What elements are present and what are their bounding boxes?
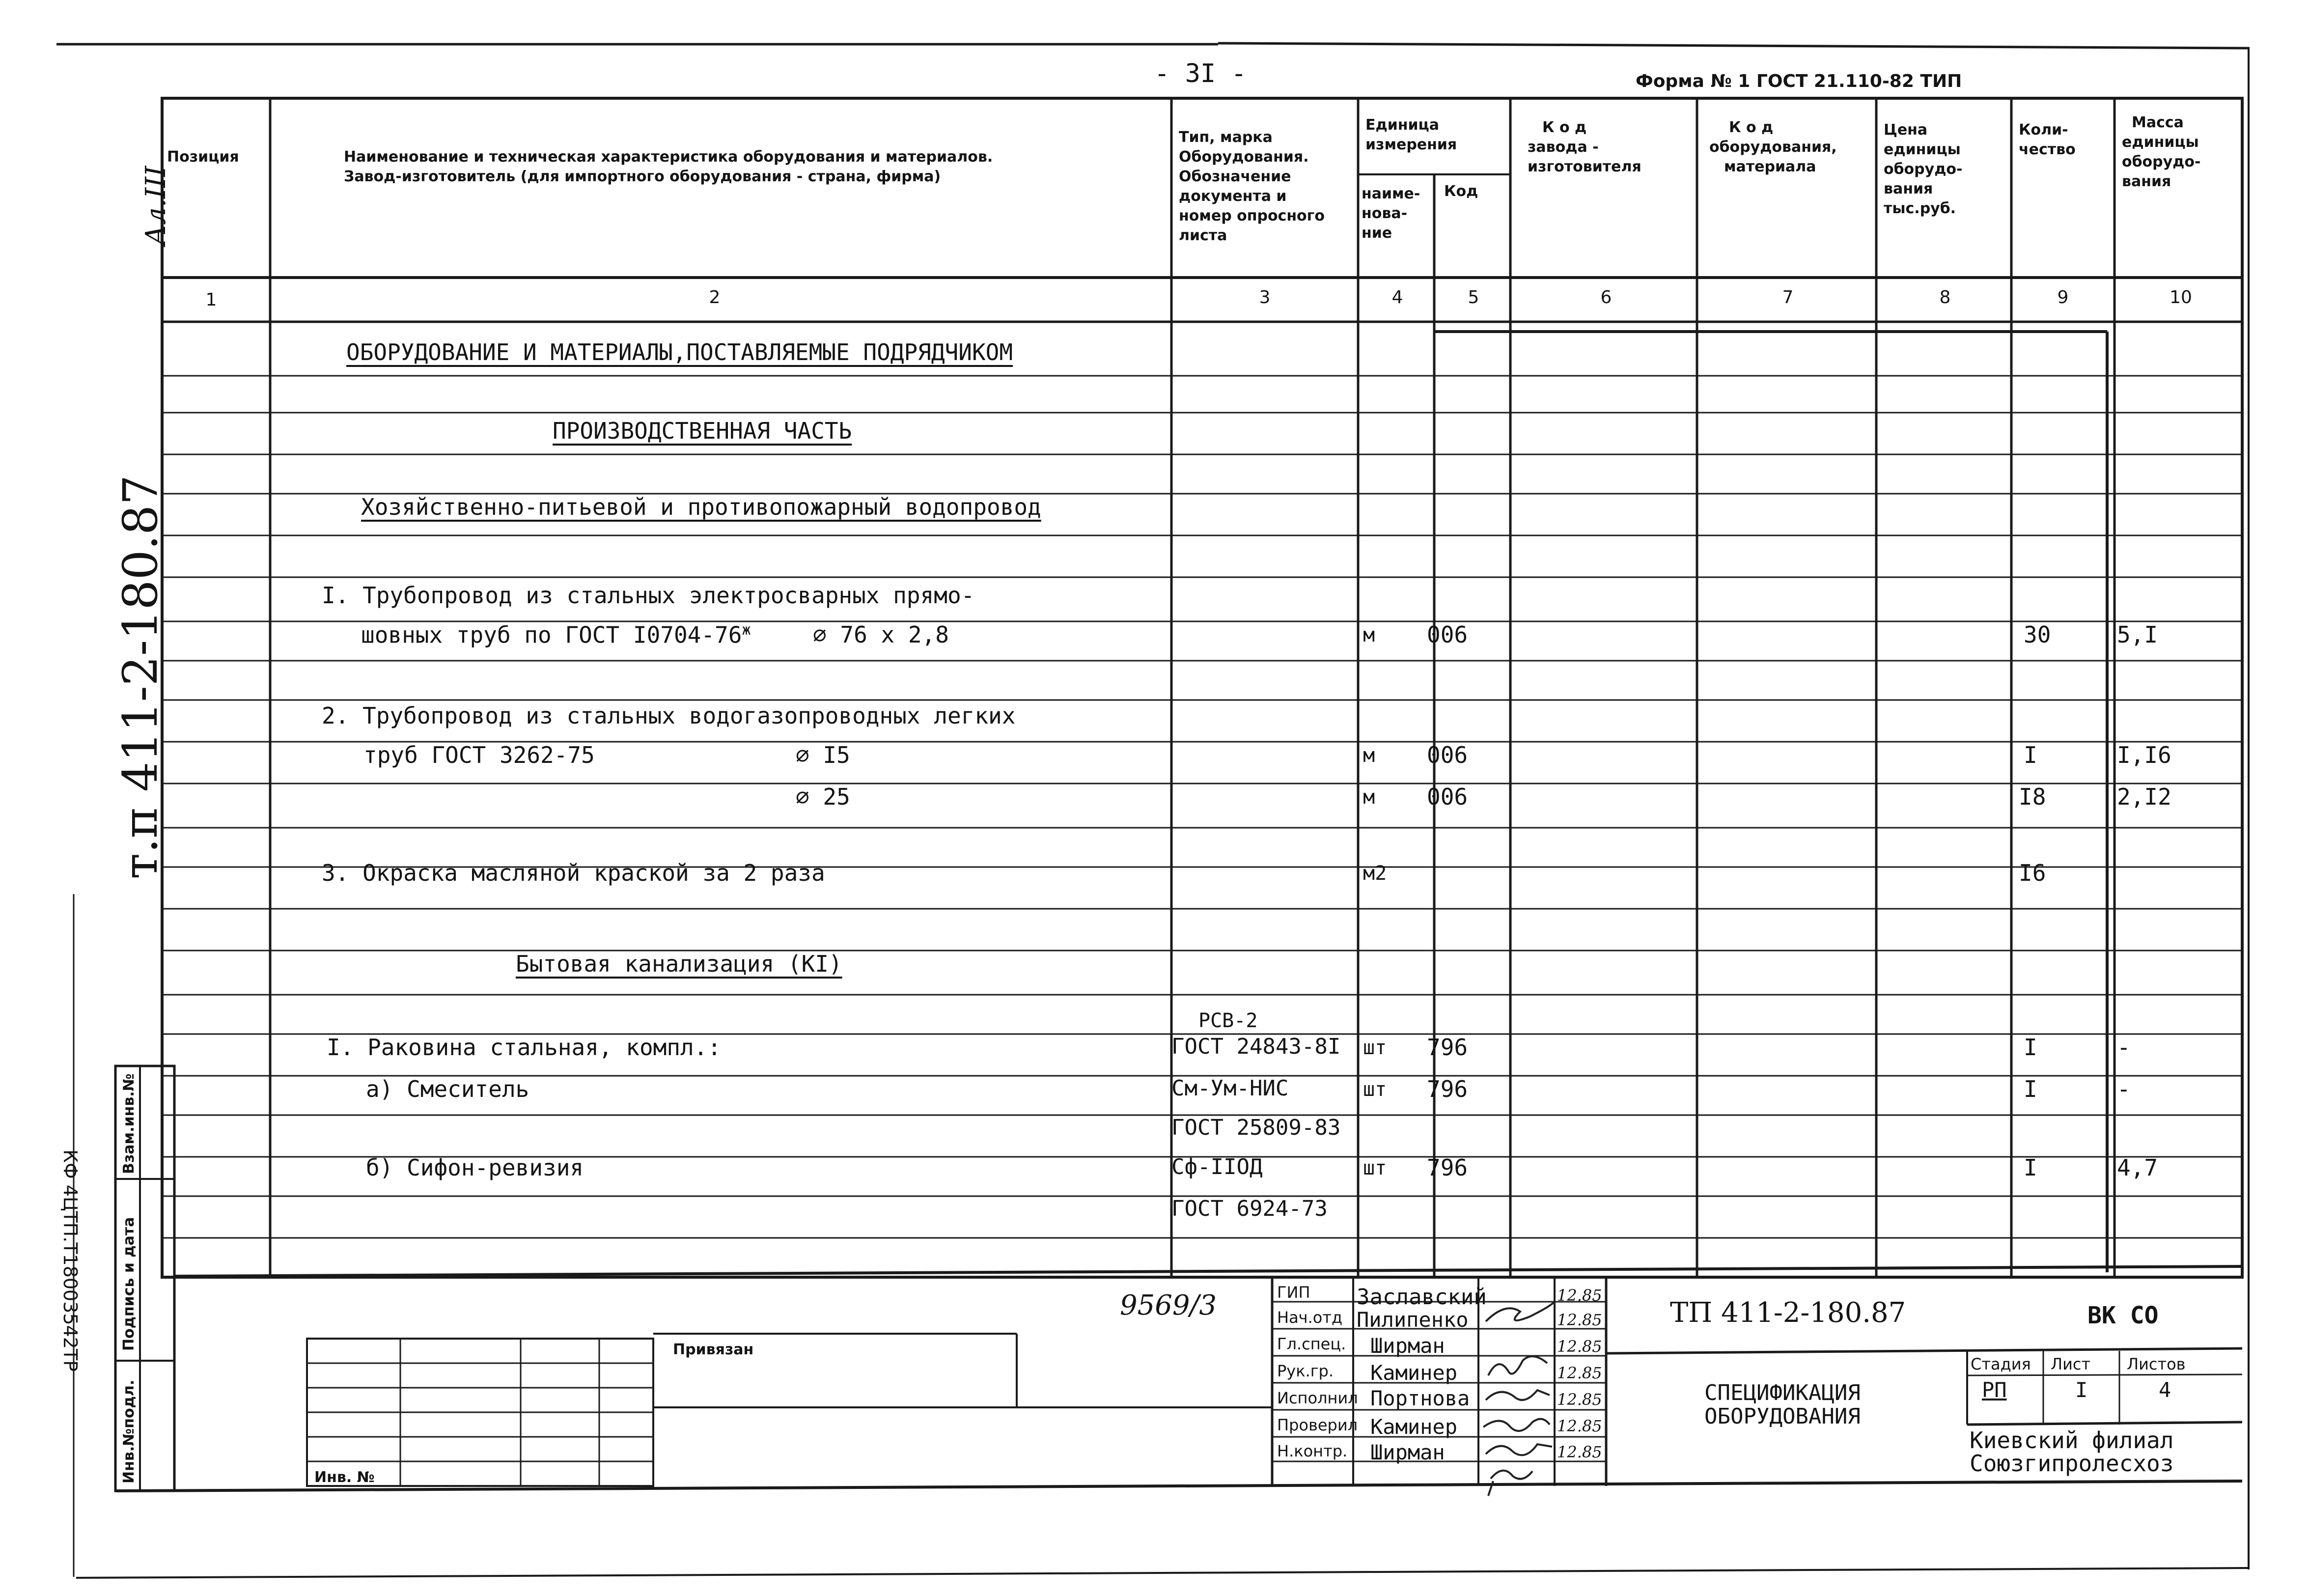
item4-mass: - <box>2117 1034 2131 1061</box>
item4a: а) Смеситель <box>366 1076 529 1102</box>
header-factory-code-l1: завода - <box>1528 139 1599 156</box>
item1-unit: м <box>1363 624 1375 646</box>
header-mass-l2: оборудо- <box>2122 153 2201 170</box>
item4-code: 796 <box>1427 1034 1468 1061</box>
header-equipment-code <box>1709 118 1837 177</box>
stamp-vzam-inv: Взам.инв.№ <box>120 1073 138 1174</box>
header-type-l5: листа <box>1179 227 1227 244</box>
item2-mass-a: I,I6 <box>2117 742 2171 768</box>
header-position: Позиция <box>167 148 239 166</box>
section-sewer: Бытовая канализация (КI) <box>516 951 842 977</box>
item2-qty-b: I8 <box>2019 784 2046 810</box>
header-mass-l3: вания <box>2122 173 2171 190</box>
date-ruk-gr: 12.85 <box>1557 1364 1602 1382</box>
header-type-l2: Обозначение <box>1179 168 1291 185</box>
form-label: Форма № 1 ГОСТ 21.110-82 ТИП <box>1636 71 1962 91</box>
item4a-unit: шт <box>1363 1078 1387 1101</box>
item4b: б) Сифон-ревизия <box>366 1154 584 1181</box>
item1-mass: 5,I <box>2117 621 2158 648</box>
margin-code: т.п 411-2-180.87 <box>113 475 168 879</box>
item2-code-b: 006 <box>1427 784 1468 810</box>
header-equipment-code-l2: материала <box>1724 158 1816 175</box>
signature-proveril <box>1486 1444 1552 1455</box>
name-gl-spec: Ширман <box>1370 1334 1445 1358</box>
date-ispolnil: 12.85 <box>1557 1390 1602 1409</box>
name-gip: Заславский <box>1357 1285 1487 1310</box>
header-quantity <box>2019 120 2076 160</box>
colnum-8: 8 <box>1939 287 1951 308</box>
organization-line1: Киевский филиал <box>1970 1427 2174 1454</box>
header-type-l1: Оборудования. <box>1179 148 1309 166</box>
item4-type: ГОСТ 24843-8I <box>1171 1034 1341 1059</box>
header-unit-name-l0: наиме- <box>1362 185 1420 202</box>
colnum-1: 1 <box>205 290 217 310</box>
stamp-podpis-data: Подпись и дата <box>120 1217 138 1351</box>
section-title-sub: ПРОИЗВОДСТВЕННАЯ ЧАСТЬ <box>553 418 852 444</box>
header-price-l0: Цена <box>1884 121 1928 139</box>
header-mass <box>2122 113 2201 192</box>
item2-line2: труб ГОСТ 3262-75 <box>363 742 595 768</box>
signature-gip <box>1486 1302 1555 1321</box>
date-gl-spec: 12.85 <box>1557 1337 1602 1356</box>
role-proveril: Проверил <box>1277 1416 1358 1434</box>
name-ispolnil: Портнова <box>1370 1386 1470 1410</box>
sheet-label: Лист <box>2051 1355 2091 1373</box>
header-type-l4: номер опросного <box>1179 207 1325 224</box>
section-water-supply: Хозяйственно-питьевой и противопожарный водопровод <box>361 494 1041 520</box>
sheet-value: I <box>2075 1378 2088 1402</box>
date-proveril: 12.85 <box>1557 1417 1602 1435</box>
header-factory-code-l2: изготовителя <box>1528 158 1641 175</box>
item4b-qty: I <box>2024 1154 2037 1181</box>
stage-label: Стадия <box>1971 1355 2031 1373</box>
document-code: ТП 411-2-180.87 <box>1670 1297 1906 1329</box>
header-equipment-code-l1: оборудования, <box>1709 139 1837 156</box>
header-name-line1: Наименование и техническая характеристика оборудования и материалов. <box>344 148 993 166</box>
item4b-code: 796 <box>1427 1154 1468 1181</box>
item2-qty-a: I <box>2024 742 2037 768</box>
header-unit-l1: измерения <box>1365 136 1457 153</box>
name-n-kontr: Ширман <box>1370 1440 1445 1464</box>
header-factory-code <box>1528 118 1641 177</box>
name-nach-otd: Пилипенко <box>1357 1308 1469 1332</box>
colnum-10: 10 <box>2170 287 2192 308</box>
colnum-3: 3 <box>1259 287 1271 308</box>
item4b-gost: ГОСТ 6924-73 <box>1171 1196 1328 1221</box>
item4b-mass: 4,7 <box>2117 1154 2158 1181</box>
item1-dim: ∅ 76 х 2,8 <box>813 621 949 648</box>
role-ruk-gr: Рук.гр. <box>1277 1362 1334 1380</box>
colnum-9: 9 <box>2057 287 2069 308</box>
role-gl-spec: Гл.спец. <box>1277 1335 1346 1353</box>
header-type <box>1179 128 1325 246</box>
role-n-kontr: Н.контр. <box>1277 1442 1348 1460</box>
document-title-line2: ОБОРУДОВАНИЯ <box>1704 1404 1861 1429</box>
header-type-l3: документа и <box>1179 188 1287 205</box>
role-gip: ГИП <box>1277 1283 1310 1302</box>
corner-mark: Ал.III <box>140 166 172 246</box>
signature-ruk-gr <box>1486 1390 1550 1400</box>
item2-unit-a: м <box>1363 744 1375 767</box>
item2-code-a: 006 <box>1427 742 1468 768</box>
header-unit-code: Код <box>1444 183 1478 200</box>
name-ruk-gr: Каминер <box>1370 1361 1458 1385</box>
header-price-l3: вания <box>1884 180 1933 197</box>
header-name <box>344 147 993 187</box>
date-n-kontr: 12.85 <box>1557 1443 1602 1461</box>
signature-gl-spec <box>1488 1356 1547 1375</box>
header-price-l1: единицы <box>1884 141 1961 158</box>
header-equipment-code-l0: К о д <box>1729 119 1774 136</box>
header-price-l4: тыс.руб. <box>1884 200 1956 217</box>
item4b-unit: шт <box>1363 1157 1387 1179</box>
item3-unit: м2 <box>1363 862 1387 885</box>
item4a-type: См-Ум-НИС <box>1171 1076 1289 1101</box>
header-unit-l0: Единица <box>1365 116 1439 134</box>
archive-number: 9569/3 <box>1120 1289 1217 1321</box>
item4b-type: Сф-IIОД <box>1171 1154 1263 1179</box>
inv-no-label: Инв. № <box>314 1469 375 1486</box>
side-code: КФ 4ЦТП.Т18003542ТР <box>59 1149 81 1372</box>
role-ispolnil: Исполнил <box>1277 1389 1358 1407</box>
header-price-l2: оборудо- <box>1884 161 1963 178</box>
privyazan-label: Привязан <box>673 1341 754 1358</box>
header-unit-name-l2: ние <box>1362 224 1392 242</box>
header-unit-name <box>1362 184 1420 243</box>
date-nach-otd: 12.85 <box>1557 1311 1602 1329</box>
item4: I. Раковина стальная, компл.: <box>327 1034 722 1061</box>
organization-line2: Союзгипролесхоз <box>1970 1450 2174 1477</box>
header-quantity-l1: чество <box>2019 141 2076 158</box>
colnum-5: 5 <box>1468 287 1479 308</box>
item1-line2 <box>361 621 751 648</box>
sheets-value: 4 <box>2159 1378 2171 1402</box>
item2-line1: 2. Трубопровод из стальных водогазопроводных легких <box>322 702 1016 729</box>
header-unit-name-l1: нова- <box>1362 205 1408 222</box>
header-name-line2: Завод-изготовитель (для импортного оборудования - страна, фирма) <box>344 168 941 185</box>
item1-star: ж <box>742 621 751 639</box>
item4-unit: шт <box>1363 1036 1387 1059</box>
item4a-code: 796 <box>1427 1076 1468 1102</box>
name-proveril: Каминер <box>1370 1415 1458 1439</box>
stamp-inv-podl: Инв.№подл. <box>120 1379 138 1484</box>
document-type: ВК СО <box>2087 1302 2159 1329</box>
signature-ispolnil <box>1483 1419 1550 1431</box>
item4a-mass: - <box>2117 1076 2131 1102</box>
item3: 3. Окраска масляной краской за 2 раза <box>322 860 825 886</box>
item4-qty: I <box>2024 1034 2037 1061</box>
colnum-6: 6 <box>1600 287 1612 308</box>
item1-line1: I. Трубопровод из стальных электросварных прямо- <box>322 582 975 609</box>
item2-dim-b: ∅ 25 <box>796 784 850 810</box>
item1-gost: шовных труб по ГОСТ I0704-76 <box>361 621 742 648</box>
colnum-4: 4 <box>1391 287 1403 308</box>
stage-value: РП <box>1982 1378 2007 1402</box>
header-factory-code-l0: К о д <box>1542 119 1587 136</box>
item4a-qty: I <box>2024 1076 2037 1102</box>
item1-qty: 30 <box>2024 621 2051 648</box>
header-unit <box>1365 115 1457 155</box>
header-quantity-l0: Коли- <box>2019 121 2068 139</box>
header-price <box>1884 120 1963 219</box>
item2-unit-b: м <box>1363 786 1375 809</box>
item4a-gost: ГОСТ 25809-83 <box>1171 1115 1341 1140</box>
role-nach-otd: Нач.отд <box>1277 1308 1343 1327</box>
date-gip: 12.85 <box>1557 1286 1602 1305</box>
header-mass-l1: единицы <box>2122 134 2199 151</box>
item4-type-top: РСВ-2 <box>1198 1009 1258 1032</box>
header-mass-l0: Масса <box>2132 114 2184 131</box>
document-title-line1: СПЕЦИФИКАЦИЯ <box>1704 1380 1861 1405</box>
page-number: - 3I - <box>1154 59 1247 88</box>
section-title-main: ОБОРУДОВАНИЕ И МАТЕРИАЛЫ,ПОСТАВЛЯЕМЫЕ ПОДРЯДЧИКОМ <box>346 339 1013 365</box>
item3-qty: I6 <box>2019 860 2046 886</box>
colnum-2: 2 <box>709 287 721 308</box>
item2-dim-a: ∅ I5 <box>796 742 850 768</box>
header-type-l0: Тип, марка <box>1179 129 1273 146</box>
item2-mass-b: 2,I2 <box>2117 784 2171 810</box>
item1-code: 006 <box>1427 621 1468 648</box>
sheets-label: Листов <box>2127 1355 2186 1373</box>
colnum-7: 7 <box>1782 287 1794 308</box>
